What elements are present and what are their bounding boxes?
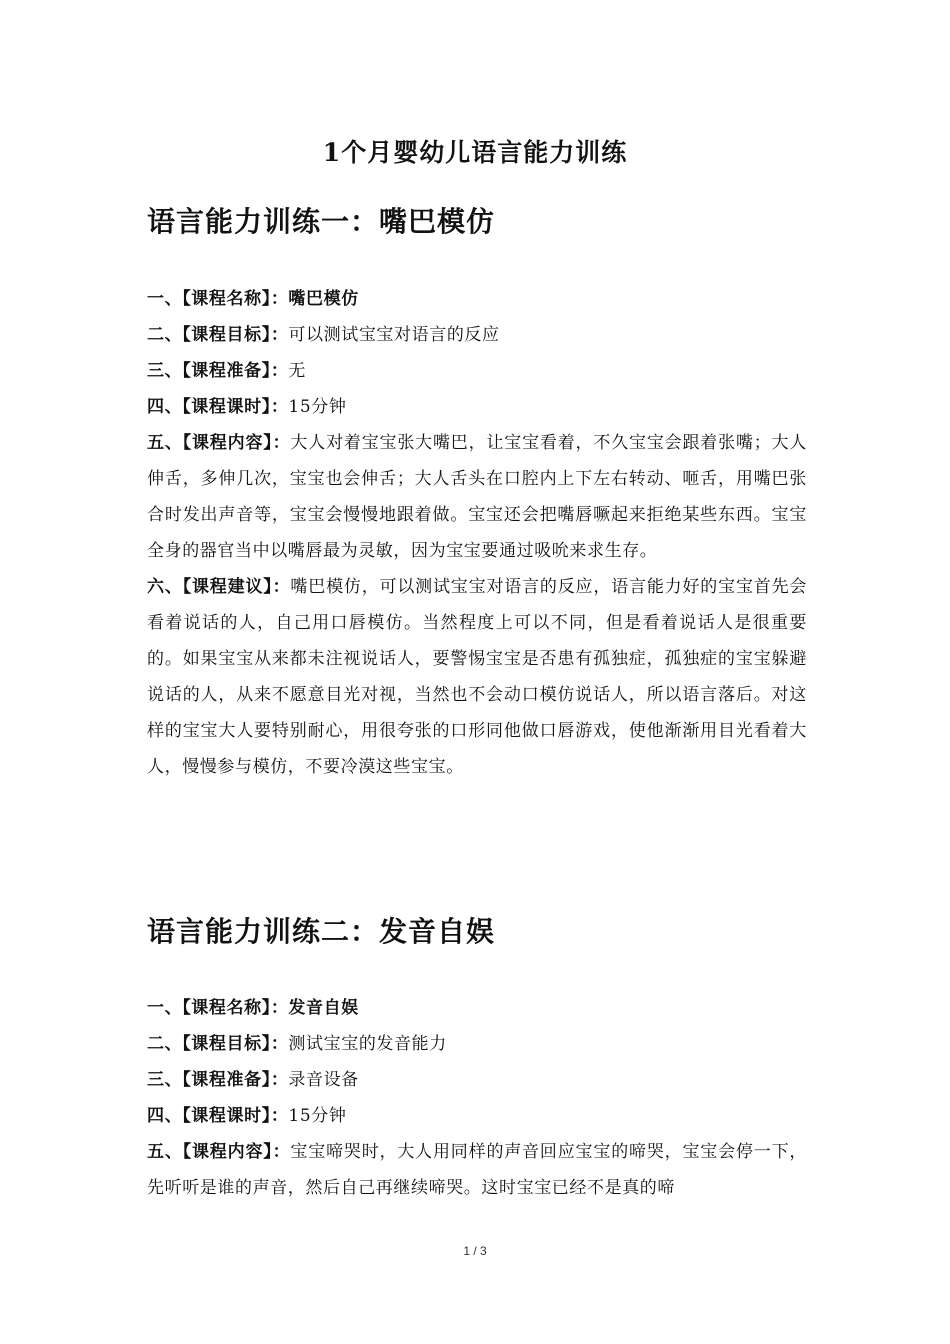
field-course-name	[147, 281, 807, 317]
field-value: 嘴巴模仿	[288, 289, 359, 309]
page-title: 1个月婴幼儿语言能力训练	[322, 138, 628, 167]
field-colon: ：	[270, 397, 289, 417]
field-course-goal	[147, 317, 807, 353]
field-colon: ：	[270, 1070, 289, 1090]
field-course-name	[147, 990, 807, 1026]
section-heading-2: 语言能力训练二：发音自娱	[147, 915, 496, 948]
field-number: 二、	[147, 325, 183, 345]
field-number: 六、	[147, 577, 183, 597]
field-course-goal	[147, 1026, 807, 1062]
field-number: 四、	[147, 1106, 183, 1126]
field-number: 三、	[147, 1070, 183, 1090]
field-colon: ：	[272, 1142, 291, 1162]
field-colon: ：	[270, 325, 289, 345]
field-number: 四、	[147, 397, 183, 417]
field-colon: ：	[272, 433, 291, 453]
page-indicator: 1 / 3	[463, 1244, 487, 1258]
field-course-prep	[147, 1062, 807, 1098]
field-number: 五、	[147, 1142, 183, 1162]
field-number: 二、	[147, 1034, 183, 1054]
field-value: 录音设备	[288, 1070, 359, 1090]
field-label: 【课程名称】	[182, 998, 271, 1018]
field-label: 【课程目标】	[182, 325, 271, 345]
field-value: 15分钟	[288, 1106, 347, 1126]
field-label: 【课程名称】	[182, 289, 271, 309]
field-label: 【课程内容】	[182, 433, 273, 453]
field-label: 【课程建议】	[182, 577, 273, 597]
field-label: 【课程课时】	[182, 397, 271, 417]
field-number: 三、	[147, 361, 183, 381]
field-colon: ：	[270, 361, 289, 381]
field-value: 发音自娱	[288, 998, 359, 1018]
field-value: 测试宝宝的发音能力	[288, 1034, 447, 1054]
section-body-1	[147, 281, 807, 785]
field-number: 一、	[147, 998, 183, 1018]
field-label: 【课程准备】	[182, 1070, 271, 1090]
field-value: 大人对着宝宝张大嘴巴，让宝宝看着，不久宝宝会跟着张嘴；大人伸舌，多伸几次，宝宝也会伸舌；大人舌头在口腔内上下左右转动、咂舌，用嘴巴张合时发出声音等，宝宝会慢慢地跟着做。宝宝还会把嘴唇噘起来拒绝某些东西。宝宝全身的器官当中以嘴唇最为灵敏，因为宝宝要通过吸吮来求生存。	[147, 433, 808, 561]
field-course-advice	[147, 569, 807, 785]
section-body-2	[147, 990, 807, 1206]
field-colon: ：	[270, 998, 289, 1018]
field-value: 嘴巴模仿，可以测试宝宝对语言的反应，语言能力好的宝宝首先会看着说话的人，自己用口唇模仿。当然程度上可以不同，但是看着说话人是很重要的。如果宝宝从来都未注视说话人，要警惕宝宝是否患有孤独症，孤独症的宝宝躲避说话的人，从来不愿意目光对视，当然也不会动口模仿说话人，所以语言落后。对这样的宝宝大人要特别耐心，用很夸张的口形同他做口唇游戏，使他渐渐用目光看着大人，慢慢参与模仿，不要冷漠这些宝宝。	[147, 577, 808, 777]
field-course-duration	[147, 1098, 807, 1134]
field-label: 【课程课时】	[182, 1106, 271, 1126]
field-value: 15分钟	[288, 397, 347, 417]
field-label: 【课程准备】	[182, 361, 271, 381]
field-course-duration	[147, 389, 807, 425]
field-course-content	[147, 1134, 807, 1206]
section-heading-1: 语言能力训练一：嘴巴模仿	[147, 205, 496, 238]
field-colon: ：	[270, 289, 289, 309]
field-colon: ：	[272, 577, 291, 597]
field-number: 一、	[147, 289, 183, 309]
field-value: 宝宝啼哭时，大人用同样的声音回应宝宝的啼哭，宝宝会停一下，先听听是谁的声音，然后自己再继续啼哭。这时宝宝已经不是真的啼	[147, 1142, 808, 1198]
field-value: 无	[288, 361, 307, 381]
field-course-prep	[147, 353, 807, 389]
field-value: 可以测试宝宝对语言的反应	[288, 325, 500, 345]
field-colon: ：	[270, 1106, 289, 1126]
field-label: 【课程目标】	[182, 1034, 271, 1054]
field-course-content	[147, 425, 807, 569]
field-number: 五、	[147, 433, 183, 453]
field-colon: ：	[270, 1034, 289, 1054]
field-label: 【课程内容】	[182, 1142, 273, 1162]
